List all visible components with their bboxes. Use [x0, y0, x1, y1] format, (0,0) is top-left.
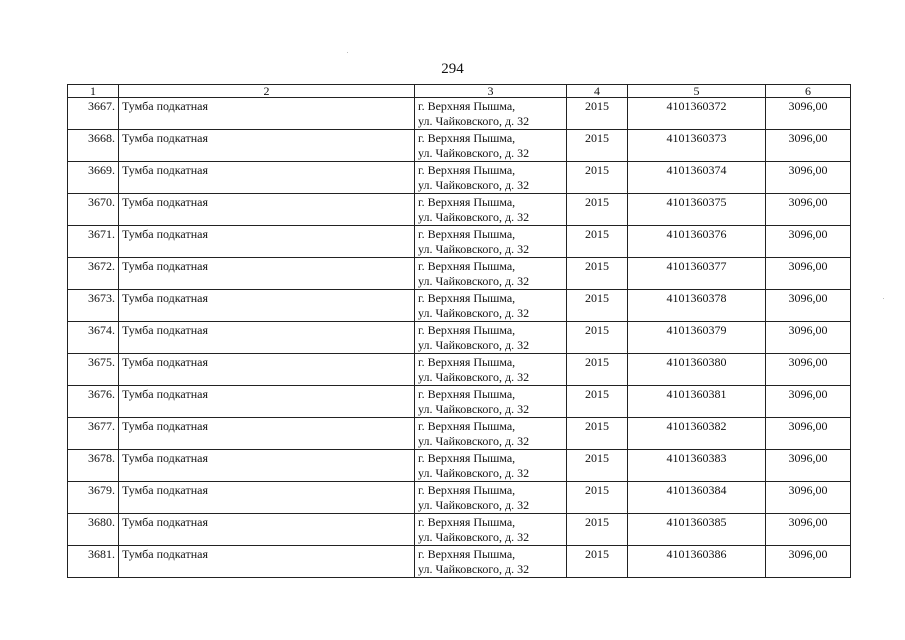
address-cell	[415, 450, 567, 482]
table-row	[68, 482, 851, 514]
table-row	[68, 162, 851, 194]
year-cell: 2015	[567, 130, 628, 162]
year-cell: 2015	[567, 258, 628, 290]
address-city: г. Верхняя Пышма,	[418, 547, 516, 561]
row-number-cell: 3671.	[68, 226, 119, 258]
table-row	[68, 258, 851, 290]
table-row	[68, 450, 851, 482]
price-cell: 3096,00	[766, 162, 851, 194]
address-city: г. Верхняя Пышма,	[418, 483, 516, 497]
column-header-index: 1	[68, 85, 119, 98]
price-cell: 3096,00	[766, 194, 851, 226]
address-city: г. Верхняя Пышма,	[418, 259, 516, 273]
address-street: ул. Чайковского, д. 32	[418, 338, 530, 352]
address-street: ул. Чайковского, д. 32	[418, 562, 530, 576]
address-city: г. Верхняя Пышма,	[418, 419, 516, 433]
address-city: г. Верхняя Пышма,	[418, 195, 516, 209]
scan-speck	[347, 52, 348, 53]
inventory-code-cell: 4101360384	[628, 482, 766, 514]
item-name-cell: Тумба подкатная	[119, 450, 415, 482]
inventory-table	[67, 84, 851, 578]
page-number: 294	[441, 61, 464, 77]
column-header-price: 6	[766, 85, 851, 98]
address-cell	[415, 418, 567, 450]
address-cell	[415, 226, 567, 258]
price-cell: 3096,00	[766, 322, 851, 354]
inventory-code-cell: 4101360375	[628, 194, 766, 226]
price-cell: 3096,00	[766, 290, 851, 322]
table-row	[68, 514, 851, 546]
inventory-code-cell: 4101360385	[628, 514, 766, 546]
scan-speck	[883, 298, 884, 299]
column-header-inventory-code: 5	[628, 85, 766, 98]
address-street: ул. Чайковского, д. 32	[418, 402, 530, 416]
item-name-cell: Тумба подкатная	[119, 130, 415, 162]
year-cell: 2015	[567, 162, 628, 194]
item-name-cell: Тумба подкатная	[119, 290, 415, 322]
year-cell: 2015	[567, 322, 628, 354]
address-city: г. Верхняя Пышма,	[418, 515, 516, 529]
year-cell: 2015	[567, 514, 628, 546]
inventory-code-cell: 4101360379	[628, 322, 766, 354]
address-city: г. Верхняя Пышма,	[418, 131, 516, 145]
item-name-cell: Тумба подкатная	[119, 354, 415, 386]
table-row	[68, 226, 851, 258]
address-city: г. Верхняя Пышма,	[418, 291, 516, 305]
address-cell	[415, 482, 567, 514]
item-name-cell: Тумба подкатная	[119, 546, 415, 578]
item-name-cell: Тумба подкатная	[119, 514, 415, 546]
address-street: ул. Чайковского, д. 32	[418, 434, 530, 448]
row-number-cell: 3667.	[68, 98, 119, 130]
address-street: ул. Чайковского, д. 32	[418, 178, 530, 192]
price-cell: 3096,00	[766, 546, 851, 578]
price-cell: 3096,00	[766, 98, 851, 130]
row-number-cell: 3674.	[68, 322, 119, 354]
table-row	[68, 354, 851, 386]
column-header-name: 2	[119, 85, 415, 98]
year-cell: 2015	[567, 354, 628, 386]
inventory-code-cell: 4101360373	[628, 130, 766, 162]
table-body	[68, 98, 851, 578]
row-number-cell: 3678.	[68, 450, 119, 482]
address-city: г. Верхняя Пышма,	[418, 163, 516, 177]
address-cell	[415, 290, 567, 322]
year-cell: 2015	[567, 450, 628, 482]
address-city: г. Верхняя Пышма,	[418, 387, 516, 401]
price-cell: 3096,00	[766, 386, 851, 418]
item-name-cell: Тумба подкатная	[119, 162, 415, 194]
row-number-cell: 3676.	[68, 386, 119, 418]
inventory-code-cell: 4101360383	[628, 450, 766, 482]
address-city: г. Верхняя Пышма,	[418, 355, 516, 369]
address-cell	[415, 354, 567, 386]
address-street: ул. Чайковского, д. 32	[418, 114, 530, 128]
price-cell: 3096,00	[766, 258, 851, 290]
address-cell	[415, 322, 567, 354]
address-street: ул. Чайковского, д. 32	[418, 466, 530, 480]
table-row	[68, 194, 851, 226]
address-city: г. Верхняя Пышма,	[418, 99, 516, 113]
address-city: г. Верхняя Пышма,	[418, 323, 516, 337]
price-cell: 3096,00	[766, 514, 851, 546]
inventory-code-cell: 4101360381	[628, 386, 766, 418]
price-cell: 3096,00	[766, 354, 851, 386]
address-city: г. Верхняя Пышма,	[418, 227, 516, 241]
inventory-code-cell: 4101360378	[628, 290, 766, 322]
price-cell: 3096,00	[766, 130, 851, 162]
address-street: ул. Чайковского, д. 32	[418, 306, 530, 320]
row-number-cell: 3673.	[68, 290, 119, 322]
table-row	[68, 98, 851, 130]
address-street: ул. Чайковского, д. 32	[418, 530, 530, 544]
item-name-cell: Тумба подкатная	[119, 482, 415, 514]
address-street: ул. Чайковского, д. 32	[418, 498, 530, 512]
table-row	[68, 546, 851, 578]
row-number-cell: 3681.	[68, 546, 119, 578]
address-cell	[415, 98, 567, 130]
price-cell: 3096,00	[766, 482, 851, 514]
address-street: ул. Чайковского, д. 32	[418, 146, 530, 160]
column-header-address: 3	[415, 85, 567, 98]
address-cell	[415, 162, 567, 194]
item-name-cell: Тумба подкатная	[119, 258, 415, 290]
price-cell: 3096,00	[766, 418, 851, 450]
row-number-cell: 3679.	[68, 482, 119, 514]
item-name-cell: Тумба подкатная	[119, 418, 415, 450]
table-row	[68, 386, 851, 418]
row-number-cell: 3675.	[68, 354, 119, 386]
year-cell: 2015	[567, 226, 628, 258]
year-cell: 2015	[567, 98, 628, 130]
year-cell: 2015	[567, 546, 628, 578]
year-cell: 2015	[567, 482, 628, 514]
inventory-code-cell: 4101360382	[628, 418, 766, 450]
inventory-code-cell: 4101360377	[628, 258, 766, 290]
row-number-cell: 3669.	[68, 162, 119, 194]
address-street: ул. Чайковского, д. 32	[418, 274, 530, 288]
price-cell: 3096,00	[766, 226, 851, 258]
item-name-cell: Тумба подкатная	[119, 98, 415, 130]
year-cell: 2015	[567, 194, 628, 226]
row-number-cell: 3680.	[68, 514, 119, 546]
year-cell: 2015	[567, 290, 628, 322]
row-number-cell: 3670.	[68, 194, 119, 226]
address-city: г. Верхняя Пышма,	[418, 451, 516, 465]
address-cell	[415, 386, 567, 418]
table-row	[68, 130, 851, 162]
column-header-year: 4	[567, 85, 628, 98]
item-name-cell: Тумба подкатная	[119, 194, 415, 226]
inventory-code-cell: 4101360386	[628, 546, 766, 578]
address-cell	[415, 258, 567, 290]
price-cell: 3096,00	[766, 450, 851, 482]
inventory-code-cell: 4101360372	[628, 98, 766, 130]
address-street: ул. Чайковского, д. 32	[418, 242, 530, 256]
row-number-cell: 3668.	[68, 130, 119, 162]
address-street: ул. Чайковского, д. 32	[418, 370, 530, 384]
table-row	[68, 322, 851, 354]
inventory-code-cell: 4101360380	[628, 354, 766, 386]
table-row	[68, 418, 851, 450]
item-name-cell: Тумба подкатная	[119, 322, 415, 354]
inventory-code-cell: 4101360376	[628, 226, 766, 258]
address-cell	[415, 130, 567, 162]
row-number-cell: 3677.	[68, 418, 119, 450]
table-row	[68, 290, 851, 322]
address-cell	[415, 194, 567, 226]
item-name-cell: Тумба подкатная	[119, 386, 415, 418]
table-header-row	[68, 85, 851, 98]
address-street: ул. Чайковского, д. 32	[418, 210, 530, 224]
row-number-cell: 3672.	[68, 258, 119, 290]
inventory-code-cell: 4101360374	[628, 162, 766, 194]
address-cell	[415, 546, 567, 578]
year-cell: 2015	[567, 386, 628, 418]
year-cell: 2015	[567, 418, 628, 450]
item-name-cell: Тумба подкатная	[119, 226, 415, 258]
address-cell	[415, 514, 567, 546]
